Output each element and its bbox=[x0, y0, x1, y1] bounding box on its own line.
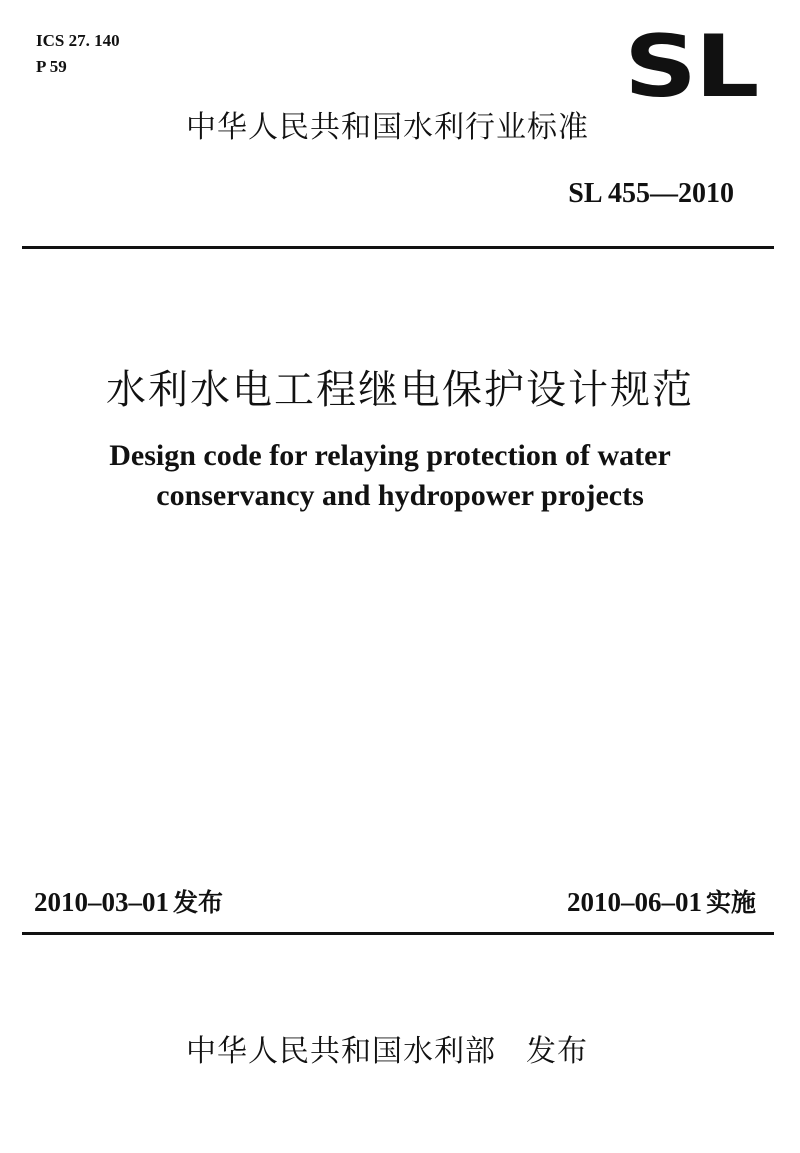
bottom-divider bbox=[22, 932, 774, 935]
title-english bbox=[0, 436, 800, 516]
sl-logo: SL bbox=[624, 17, 758, 117]
ics-code: ICS 27. 140 bbox=[36, 31, 120, 50]
implementation-label: 实施 bbox=[705, 888, 756, 917]
title-english-line2: conservancy and hydropower projects bbox=[156, 479, 644, 512]
standard-number: SL 455—2010 bbox=[568, 178, 734, 209]
issue-date: 2010–03–01 bbox=[34, 887, 169, 917]
publisher-action: 发布 bbox=[526, 1034, 588, 1069]
issue-label: 发布 bbox=[173, 888, 224, 917]
publisher-name: 中华人民共和国水利部 bbox=[186, 1034, 496, 1069]
top-divider bbox=[22, 246, 774, 249]
ccs-code: P 59 bbox=[36, 57, 67, 76]
standard-category: 中华人民共和国水利行业标准 bbox=[186, 110, 589, 145]
publisher-line bbox=[186, 1032, 588, 1072]
issue-date-block bbox=[34, 884, 223, 921]
implementation-date: 2010–06–01 bbox=[566, 887, 702, 917]
title-chinese: 水利水电工程继电保护设计规范 bbox=[106, 367, 694, 413]
implementation-date-block bbox=[567, 884, 756, 921]
title-english-line1: Design code for relaying protection of water bbox=[109, 439, 671, 472]
